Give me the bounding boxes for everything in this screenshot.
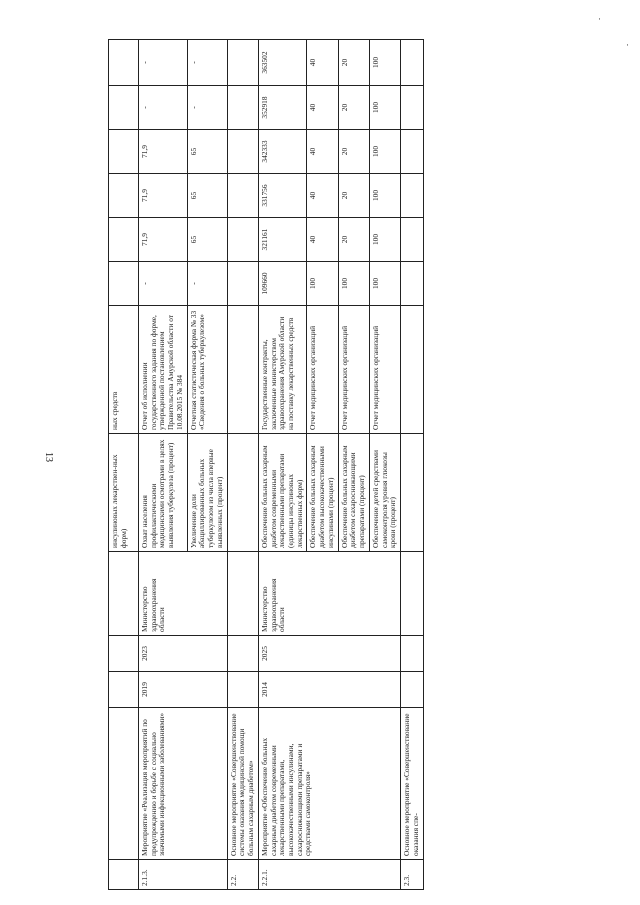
page-number: 13 xyxy=(43,452,54,462)
cell-indicator: инсулиновых лекарствен-ных форм) xyxy=(109,434,139,552)
cell-activity-name: Мероприятие «Обеспечение больных сахарным диабетом современными лекарственными препаратами, высококачественными инсулинами, сахароснижающими препаратами и средствами самоконтроля» xyxy=(258,708,400,860)
cell-value: 100 xyxy=(307,262,338,306)
cell-value: 100 xyxy=(369,262,400,306)
cell-value: 100 xyxy=(369,86,400,130)
cell xyxy=(401,218,423,262)
cell xyxy=(109,636,139,672)
cell-indicator: Обеспечение больных сахарным диабетом высококачественными инсулинами (процент) xyxy=(307,434,338,552)
cell-value: 20 xyxy=(338,218,369,262)
cell-executor: Министерство здравоохранения области xyxy=(139,552,228,636)
cell-start-year: 2014 xyxy=(258,672,400,708)
cell xyxy=(227,40,258,86)
cell xyxy=(227,218,258,262)
cell xyxy=(109,672,139,708)
cell-source: Отчет медицинских организаций xyxy=(369,306,400,434)
cell-value: 342333 xyxy=(258,130,307,174)
cell xyxy=(109,130,139,174)
cell-value: 100 xyxy=(369,130,400,174)
cell-number: 2.1.3. xyxy=(139,860,228,890)
cell-value: 100 xyxy=(369,40,400,86)
cell xyxy=(401,40,423,86)
cell-end-year: 2025 xyxy=(258,636,400,672)
cell-value: 363502 xyxy=(258,40,307,86)
cell-value: 71,9 xyxy=(139,130,188,174)
cell-value: 109660 xyxy=(258,262,307,306)
cell-value: 65 xyxy=(187,130,227,174)
cell-indicator: Увеличение доли абациллированных больных туберкулезом из числа впервые выявленных (процент) xyxy=(187,434,227,552)
cell xyxy=(109,174,139,218)
cell-indicator: Охват населения профилактическими медицинскими осмотрами в целях выявления туберкулеза (процент) xyxy=(139,434,188,552)
table-row xyxy=(227,40,258,890)
cell-value: 100 xyxy=(369,174,400,218)
cell-executor: Министерство здравоохранения области xyxy=(258,552,400,636)
program-table xyxy=(108,39,424,890)
table-row xyxy=(139,40,188,890)
cell-value: 20 xyxy=(338,86,369,130)
cell xyxy=(109,262,139,306)
table-row xyxy=(401,40,423,890)
cell-activity-name: Мероприятие «Реализация мероприятий по предупреждению и борьбе с социально значимыми инфекционными заболеваниями» xyxy=(139,708,228,860)
cell xyxy=(401,130,423,174)
cell-indicator: Обеспечение больных сахарным диабетом современными лекарственными препаратами (единицы инсулиновых лекарственных форм) xyxy=(258,434,307,552)
cell xyxy=(227,672,258,708)
cell xyxy=(227,636,258,672)
cell-value: 40 xyxy=(307,40,338,86)
cell-value: 20 xyxy=(338,130,369,174)
cell-value: 20 xyxy=(338,40,369,86)
cell xyxy=(401,86,423,130)
table-frame xyxy=(108,40,618,890)
table-row xyxy=(109,40,139,890)
cell xyxy=(227,306,258,434)
cell-value: 40 xyxy=(307,130,338,174)
cell-value: - xyxy=(187,86,227,130)
cell-value: 100 xyxy=(338,262,369,306)
cell-value: 71,9 xyxy=(139,174,188,218)
cell xyxy=(401,672,423,708)
cell-value: 352918 xyxy=(258,86,307,130)
cell-source: Государственные контракты, заключенные министерством здравоохранения Амурской области на поставку лекарственных средств xyxy=(258,306,307,434)
cell-number: 2.2.1. xyxy=(258,860,400,890)
cell-indicator: Обеспечение детей средствами самоконтроля уровня глюкозы крови (процент) xyxy=(369,434,400,552)
cell-source: Отчет медицинских организаций xyxy=(338,306,369,434)
corner-mark: · xyxy=(626,40,629,50)
table-row xyxy=(258,40,307,890)
cell-value: 40 xyxy=(307,86,338,130)
cell xyxy=(109,860,139,890)
rotated-table-container xyxy=(108,40,618,890)
cell-end-year: 2023 xyxy=(139,636,228,672)
cell xyxy=(227,552,258,636)
cell-source: Отчетная статистическая форма № 33 «Сведения о больных туберкулезом» xyxy=(187,306,227,434)
cell-indicator: Обеспечение больных сахарным диабетом сахароснижающими препаратами (процент) xyxy=(338,434,369,552)
cell-number: 2.2. xyxy=(227,860,258,890)
cell xyxy=(227,86,258,130)
cell-value: 321161 xyxy=(258,218,307,262)
cell xyxy=(227,130,258,174)
cell-value: 65 xyxy=(187,174,227,218)
cell xyxy=(227,434,258,552)
cell-value: - xyxy=(139,86,188,130)
cell xyxy=(227,262,258,306)
cell-number: 2.3. xyxy=(401,860,423,890)
cell-source: ных средств xyxy=(109,306,139,434)
cell xyxy=(109,86,139,130)
cell-activity-name: Основное мероприятие «Совершенствование оказания спе- xyxy=(401,708,423,860)
cell-value: 100 xyxy=(369,218,400,262)
cell xyxy=(401,552,423,636)
cell xyxy=(109,708,139,860)
cell-value: - xyxy=(187,40,227,86)
cell xyxy=(109,218,139,262)
cell xyxy=(109,40,139,86)
corner-mark: · xyxy=(598,14,601,24)
cell xyxy=(227,174,258,218)
cell xyxy=(401,174,423,218)
cell-source: Отчет об исполнении государственного задания по форме, утвержденной постановлением Правительства Амурской области от 10.08.2015 № 384 xyxy=(139,306,188,434)
table-body xyxy=(139,40,424,890)
cell-start-year: 2019 xyxy=(139,672,228,708)
cell-value: 331756 xyxy=(258,174,307,218)
cell-value: - xyxy=(139,262,188,306)
cell xyxy=(401,262,423,306)
cell-value: 40 xyxy=(307,218,338,262)
cell xyxy=(401,434,423,552)
cell-value: 40 xyxy=(307,174,338,218)
cell-value: - xyxy=(187,262,227,306)
cell xyxy=(401,636,423,672)
cell-value: - xyxy=(139,40,188,86)
cell-value: 20 xyxy=(338,174,369,218)
cell-source: Отчет медицинских организаций xyxy=(307,306,338,434)
cell-value: 71,9 xyxy=(139,218,188,262)
cell-value: 65 xyxy=(187,218,227,262)
cell xyxy=(401,306,423,434)
cell xyxy=(109,552,139,636)
cell-activity-name: Основное мероприятие «Совершенствование системы оказания медицинской помощи больным сахарным диабетом» xyxy=(227,708,258,860)
